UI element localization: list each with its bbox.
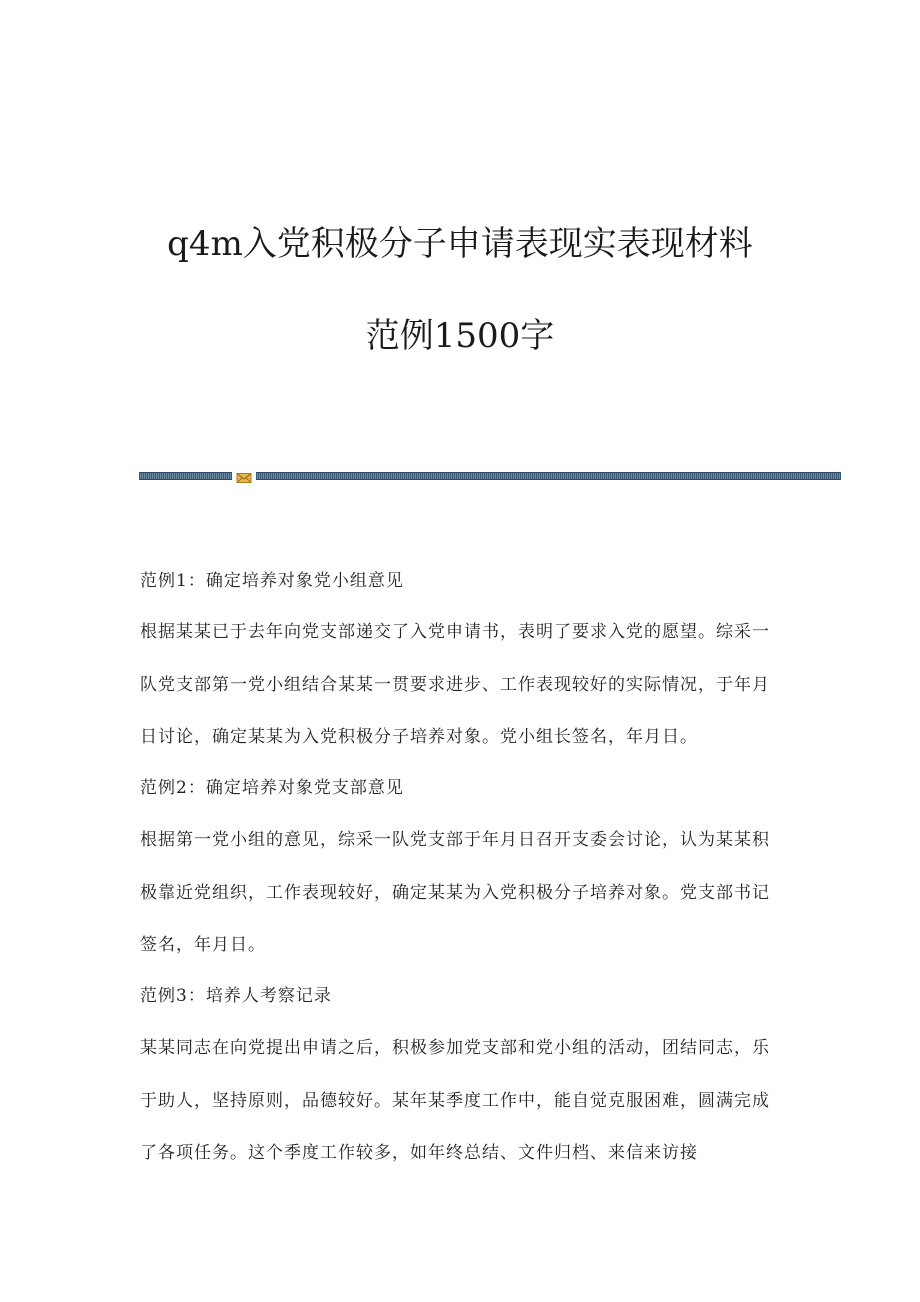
divider-bar-right <box>256 472 841 480</box>
section-body: 某某同志在向党提出申请之后，积极参加党支部和党小组的活动，团结同志，乐于助人，坚持原则，品德较好。某年某季度工作中，能自觉克服困难，圆满完成了各项任务。这个季度工作较多，如年终总结、文件归档、来信来访接 <box>140 1038 770 1163</box>
section-heading: 范例1：确定培养对象党小组意见 <box>140 571 404 591</box>
section-heading: 范例3：培养人考察记录 <box>140 986 332 1006</box>
title-divider <box>139 469 841 481</box>
section-body: 根据第一党小组的意见，综采一队党支部于年月日召开支委会讨论，认为某某积极靠近党组织，工作表现较好，确定某某为入党积极分子培养对象。党支部书记签名，年月日。 <box>140 830 770 955</box>
section-body: 根据某某已于去年向党支部递交了入党申请书，表明了要求入党的愿望。综采一队党支部第一党小组结合某某一贯要求进步、工作表现较好的实际情况，于年月日讨论，确定某某为入党积极分子培养对象。党小组长签名，年月日。 <box>140 622 770 747</box>
section-heading: 范例2：确定培养对象党支部意见 <box>140 778 404 798</box>
envelope-ornament-icon <box>236 469 252 481</box>
document-title-line-2: 范例1500字 <box>365 316 555 356</box>
divider-bar-left <box>139 472 232 480</box>
document-title-line-1: q4m入党积极分子申请表现实表现材料 <box>167 224 753 264</box>
